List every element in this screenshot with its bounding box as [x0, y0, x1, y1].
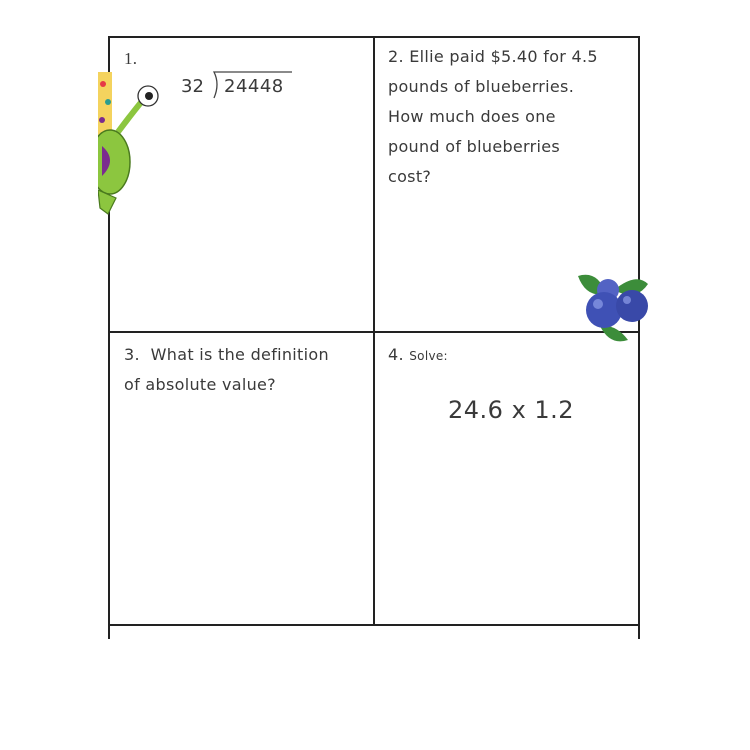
- problem-4-header: [388, 340, 448, 371]
- problem-1-number-text: 1.: [124, 49, 138, 68]
- green-monster-icon: [98, 72, 168, 227]
- problem-2-line-2: pounds of blueberries.: [388, 77, 575, 96]
- grid-lower-divider: [108, 624, 639, 626]
- problem-4-expression: 24.6 x 1.2: [448, 396, 575, 424]
- grid-top-border: [108, 36, 639, 38]
- problem-3-line-2: of absolute value?: [124, 375, 276, 394]
- problem-2-line-4: pound of blueberries: [388, 137, 561, 156]
- problem-2-line-1: 2. Ellie paid $5.40 for 4.5: [388, 47, 598, 66]
- problem-2-line-3: How much does one: [388, 107, 556, 126]
- problem-4-solve-label: Solve:: [409, 349, 448, 363]
- problem-1-divisor: 32: [181, 76, 204, 97]
- blueberries-icon: [570, 268, 650, 346]
- grid-middle-divider: [108, 331, 639, 333]
- problem-2-line-5: cost?: [388, 167, 432, 186]
- problem-1-number: [124, 44, 137, 74]
- problem-2-text: [388, 42, 633, 192]
- problem-3-text: [124, 340, 369, 400]
- problem-4-number: 4.: [388, 345, 404, 364]
- problem-1-dividend: 24448: [224, 76, 284, 97]
- problem-3-line-1: 3. What is the definition: [124, 345, 329, 364]
